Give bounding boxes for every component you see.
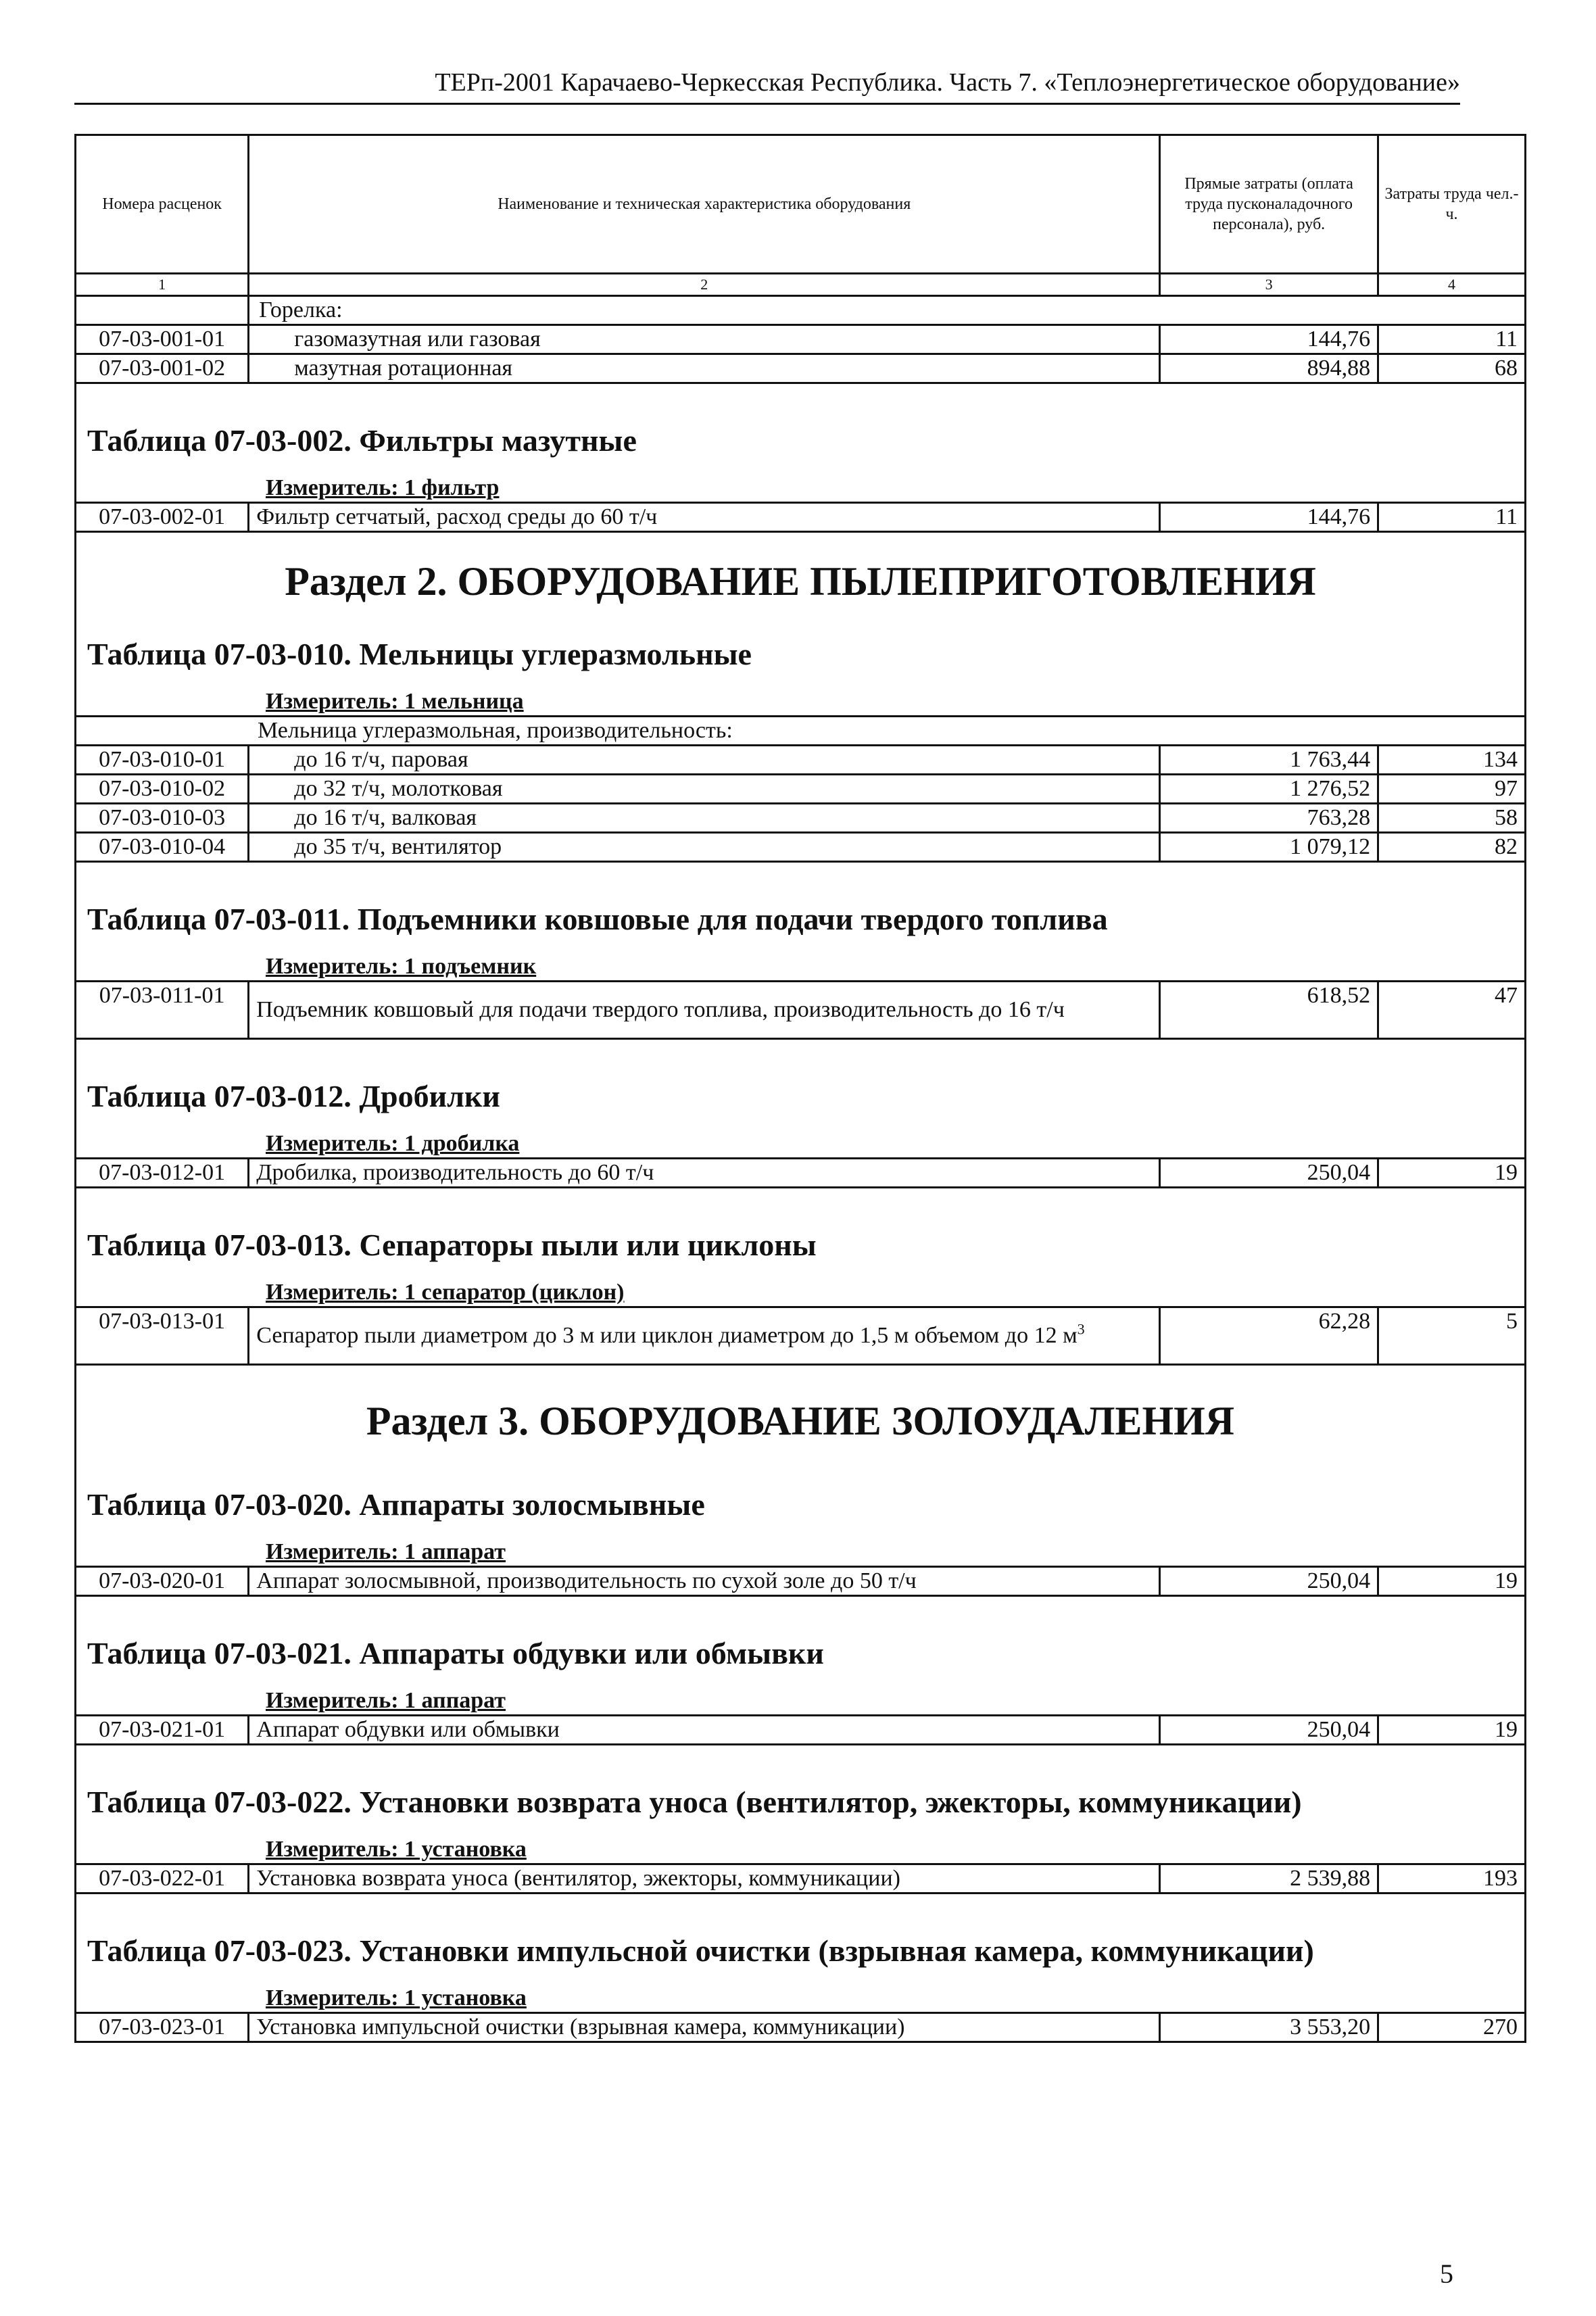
- rate-labor: 5: [1378, 1307, 1526, 1365]
- rate-code: 07-03-021-01: [76, 1716, 249, 1745]
- table-title: Таблица 07-03-013. Сепараторы пыли или циклоны: [87, 1228, 817, 1262]
- column-number-row: [76, 274, 1526, 296]
- table-row: [76, 1307, 1526, 1365]
- table-row: [76, 1864, 1526, 1893]
- table-title: Таблица 07-03-011. Подъемники ковшовые для подачи твердого топлива: [87, 902, 1108, 936]
- table-title: Таблица 07-03-012. Дробилки: [87, 1079, 500, 1113]
- rate-name: газомазутная или газовая: [249, 325, 1160, 354]
- rate-name: Аппарат золосмывной, производительность по сухой золе до 50 т/ч: [249, 1567, 1160, 1596]
- rate-name: Установка импульсной очистки (взрывная камера, коммуникации): [249, 2013, 1160, 2042]
- rate-code: 07-03-011-01: [76, 982, 249, 1039]
- rates-table: [74, 134, 1526, 2043]
- rate-code: 07-03-010-04: [76, 833, 249, 862]
- rate-labor: 19: [1378, 1159, 1526, 1188]
- rate-labor: 68: [1378, 354, 1526, 383]
- rate-labor: 11: [1378, 503, 1526, 532]
- table-row: [76, 1159, 1526, 1188]
- rate-cost: 2 539,88: [1160, 1864, 1378, 1893]
- rate-code: 07-03-022-01: [76, 1864, 249, 1893]
- rate-labor: 19: [1378, 1567, 1526, 1596]
- table-row: [76, 2013, 1526, 2042]
- rate-name: до 32 т/ч, молотковая: [249, 775, 1160, 804]
- measure-unit: Измеритель: 1 аппарат: [266, 1688, 506, 1713]
- rate-code: 07-03-012-01: [76, 1159, 249, 1188]
- col-number: 1: [76, 274, 249, 296]
- rate-cost: 618,52: [1160, 982, 1378, 1039]
- rate-labor: 11: [1378, 325, 1526, 354]
- rate-code: 07-03-010-02: [76, 775, 249, 804]
- rate-cost: 894,88: [1160, 354, 1378, 383]
- col-header-code: Номера расценок: [76, 135, 249, 274]
- section-row: [76, 532, 1526, 717]
- rate-name: мазутная ротационная: [249, 354, 1160, 383]
- rate-code: 07-03-001-01: [76, 325, 249, 354]
- rate-cost: 3 553,20: [1160, 2013, 1378, 2042]
- group-row: [76, 296, 1526, 325]
- col-header-cost: Прямые затраты (оплата труда пусконаладочного персонала), руб.: [1160, 135, 1378, 274]
- rate-cost: 62,28: [1160, 1307, 1378, 1365]
- rate-labor: 47: [1378, 982, 1526, 1039]
- rate-cost: 763,28: [1160, 804, 1378, 833]
- table-title: Таблица 07-03-010. Мельницы углеразмольные: [87, 637, 752, 671]
- measure-unit: Измеритель: 1 аппарат: [266, 1539, 506, 1564]
- table-row: [76, 1567, 1526, 1596]
- table-title-row: [76, 383, 1526, 503]
- col-header-labor: Затраты труда чел.-ч.: [1378, 135, 1526, 274]
- table-row: [76, 833, 1526, 862]
- rate-code: 07-03-001-02: [76, 354, 249, 383]
- table-row: [76, 354, 1526, 383]
- rate-code: 07-03-010-01: [76, 746, 249, 775]
- measure-unit: Измеритель: 1 сепаратор (циклон): [266, 1280, 625, 1305]
- table-row: [76, 775, 1526, 804]
- rate-code: 07-03-023-01: [76, 2013, 249, 2042]
- rate-cost: 1 763,44: [1160, 746, 1378, 775]
- rate-name: до 16 т/ч, валковая: [249, 804, 1160, 833]
- rate-labor: 58: [1378, 804, 1526, 833]
- table-title: Таблица 07-03-021. Аппараты обдувки или обмывки: [87, 1636, 824, 1670]
- rate-name: Фильтр сетчатый, расход среды до 60 т/ч: [249, 503, 1160, 532]
- rate-name: Аппарат обдувки или обмывки: [249, 1716, 1160, 1745]
- measure-unit: Измеритель: 1 фильтр: [266, 475, 500, 500]
- col-number: 2: [249, 274, 1160, 296]
- section-title: Раздел 2. ОБОРУДОВАНИЕ ПЫЛЕПРИГОТОВЛЕНИЯ: [285, 559, 1316, 604]
- rate-labor: 193: [1378, 1864, 1526, 1893]
- group-label: Горелка:: [249, 296, 1526, 325]
- table-title-row: [76, 862, 1526, 982]
- rate-cost: 250,04: [1160, 1159, 1378, 1188]
- page-number: 5: [1440, 2259, 1453, 2289]
- table-title: Таблица 07-03-022. Установки возврата уноса (вентилятор, эжекторы, коммуникации): [87, 1785, 1302, 1819]
- rate-code: 07-03-020-01: [76, 1567, 249, 1596]
- rate-labor: 270: [1378, 2013, 1526, 2042]
- rate-name: Установка возврата уноса (вентилятор, эжекторы, коммуникации): [249, 1864, 1160, 1893]
- table-row: [76, 1716, 1526, 1745]
- table-row: [76, 746, 1526, 775]
- rate-cost: 144,76: [1160, 503, 1378, 532]
- table-row: [76, 804, 1526, 833]
- rate-name: до 16 т/ч, паровая: [249, 746, 1160, 775]
- rate-code: 07-03-013-01: [76, 1307, 249, 1365]
- table-row: [76, 982, 1526, 1039]
- measure-unit: Измеритель: 1 установка: [266, 1985, 527, 2010]
- group-label: Мельница углеразмольная, производительность:: [76, 717, 1526, 746]
- table-title: Таблица 07-03-023. Установки импульсной очистки (взрывная камера, коммуникации): [87, 1933, 1314, 1968]
- measure-unit: Измеритель: 1 установка: [266, 1837, 527, 1862]
- section-row: [76, 1365, 1526, 1567]
- table-title-row: [76, 1893, 1526, 2013]
- table-title-row: [76, 1039, 1526, 1159]
- rate-cost: 250,04: [1160, 1567, 1378, 1596]
- col-number: 3: [1160, 274, 1378, 296]
- page-header: ТЕРп-2001 Карачаево-Черкесская Республика. Часть 7. «Теплоэнергетическое оборудование»: [74, 68, 1460, 105]
- rate-labor: 97: [1378, 775, 1526, 804]
- table-title-row: [76, 1596, 1526, 1716]
- table-title: Таблица 07-03-002. Фильтры мазутные: [87, 423, 637, 458]
- col-header-name: Наименование и техническая характеристика оборудования: [249, 135, 1160, 274]
- rate-name: Подъемник ковшовый для подачи твердого топлива, производительность до 16 т/ч: [249, 982, 1160, 1039]
- rate-cost: 1 276,52: [1160, 775, 1378, 804]
- rate-code: 07-03-010-03: [76, 804, 249, 833]
- table-row: [76, 325, 1526, 354]
- table-title-row: [76, 1745, 1526, 1864]
- col-number: 4: [1378, 274, 1526, 296]
- rate-cost: 1 079,12: [1160, 833, 1378, 862]
- table-title-row: [76, 1188, 1526, 1307]
- measure-unit: Измеритель: 1 подъемник: [266, 954, 537, 979]
- rate-name: Дробилка, производительность до 60 т/ч: [249, 1159, 1160, 1188]
- column-header-row: [76, 135, 1526, 274]
- table-title: Таблица 07-03-020. Аппараты золосмывные: [87, 1487, 705, 1522]
- rate-name: Сепаратор пыли диаметром до 3 м или циклон диаметром до 1,5 м объемом до 12 $м^3$: [249, 1307, 1160, 1365]
- rate-cost: 250,04: [1160, 1716, 1378, 1745]
- section-title: Раздел 3. ОБОРУДОВАНИЕ ЗОЛОУДАЛЕНИЯ: [366, 1399, 1235, 1443]
- measure-unit: Измеритель: 1 мельница: [266, 689, 524, 714]
- superscript: 3: [1077, 1320, 1085, 1338]
- group-row: [76, 717, 1526, 746]
- rate-cost: 144,76: [1160, 325, 1378, 354]
- rate-labor: 134: [1378, 746, 1526, 775]
- rate-code: 07-03-002-01: [76, 503, 249, 532]
- table-row: [76, 503, 1526, 532]
- rate-labor: 82: [1378, 833, 1526, 862]
- rate-name: до 35 т/ч, вентилятор: [249, 833, 1160, 862]
- measure-unit: Измеритель: 1 дробилка: [266, 1131, 520, 1156]
- rate-labor: 19: [1378, 1716, 1526, 1745]
